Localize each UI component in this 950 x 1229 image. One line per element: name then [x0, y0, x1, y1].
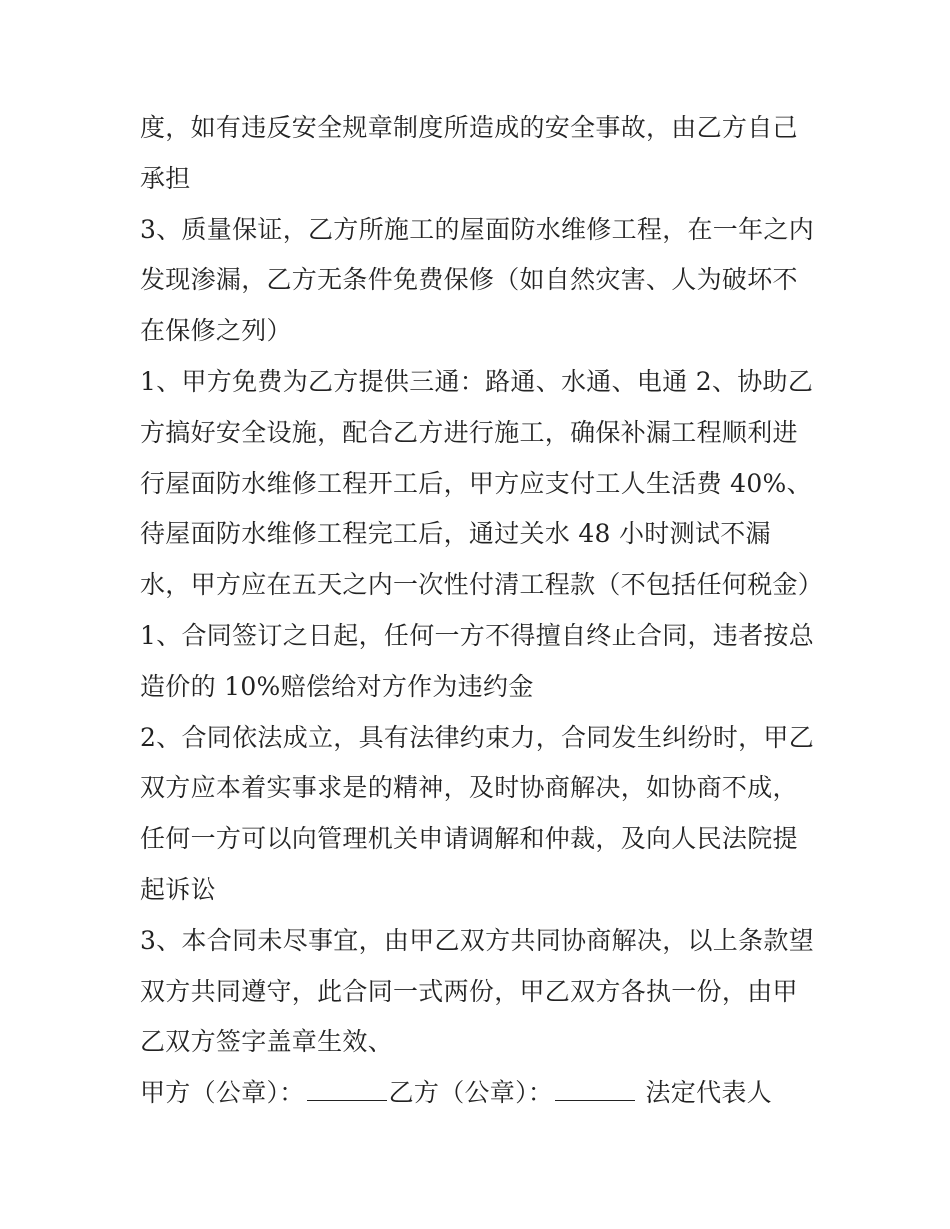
party-a-seal-label: 甲方（公章）：: [140, 1078, 305, 1108]
legal-representative-label: 法定代表人: [645, 1078, 772, 1108]
paragraph-safety-responsibility: 度，如有违反安全规章制度所造成的安全事故，由乙方自己承担: [140, 113, 798, 193]
party-b-seal-blank[interactable]: [555, 1078, 635, 1101]
paragraph-termination-penalty: 1、合同签订之日起，任何一方不得擅自终止合同，违者按总造价的 10%赔偿给对方作为违约金: [140, 620, 815, 701]
signature-line: [140, 1068, 820, 1119]
paragraph-party-a-obligations: 1、甲方免费为乙方提供三通：路通、水通、电通 2、协助乙方搞好安全设施，配合乙方进行施工，确保补漏工程顺利进行屋面防水维修工程开工后，甲方应支付工人生活费 40%、待屋面防水维修工程完工后，通过关水 48 小时测试不漏水，甲方应在五天之内一次性付清工程款（不包括任何税金）: [140, 366, 824, 600]
paragraph-quality-guarantee: 3、质量保证，乙方所施工的屋面防水维修工程，在一年之内发现渗漏，乙方无条件免费保修（如自然灾害、人为破坏不在保修之列）: [140, 214, 815, 346]
paragraph-other-matters: 3、本合同未尽事宜，由甲乙双方共同协商解决，以上条款望双方共同遵守，此合同一式两份，甲乙双方各执一份，由甲乙双方签字盖章生效、: [140, 925, 815, 1057]
party-b-seal-label: 乙方（公章）：: [388, 1078, 554, 1108]
party-a-seal-blank[interactable]: [307, 1078, 387, 1101]
paragraph-dispute-resolution: 2、合同依法成立，具有法律约束力，合同发生纠纷时，甲乙双方应本着实事求是的精神，及时协商解决，如协商不成，任何一方可以向管理机关申请调解和仲裁，及向人民法院提起诉讼: [140, 722, 815, 904]
document-body: [140, 103, 824, 1119]
